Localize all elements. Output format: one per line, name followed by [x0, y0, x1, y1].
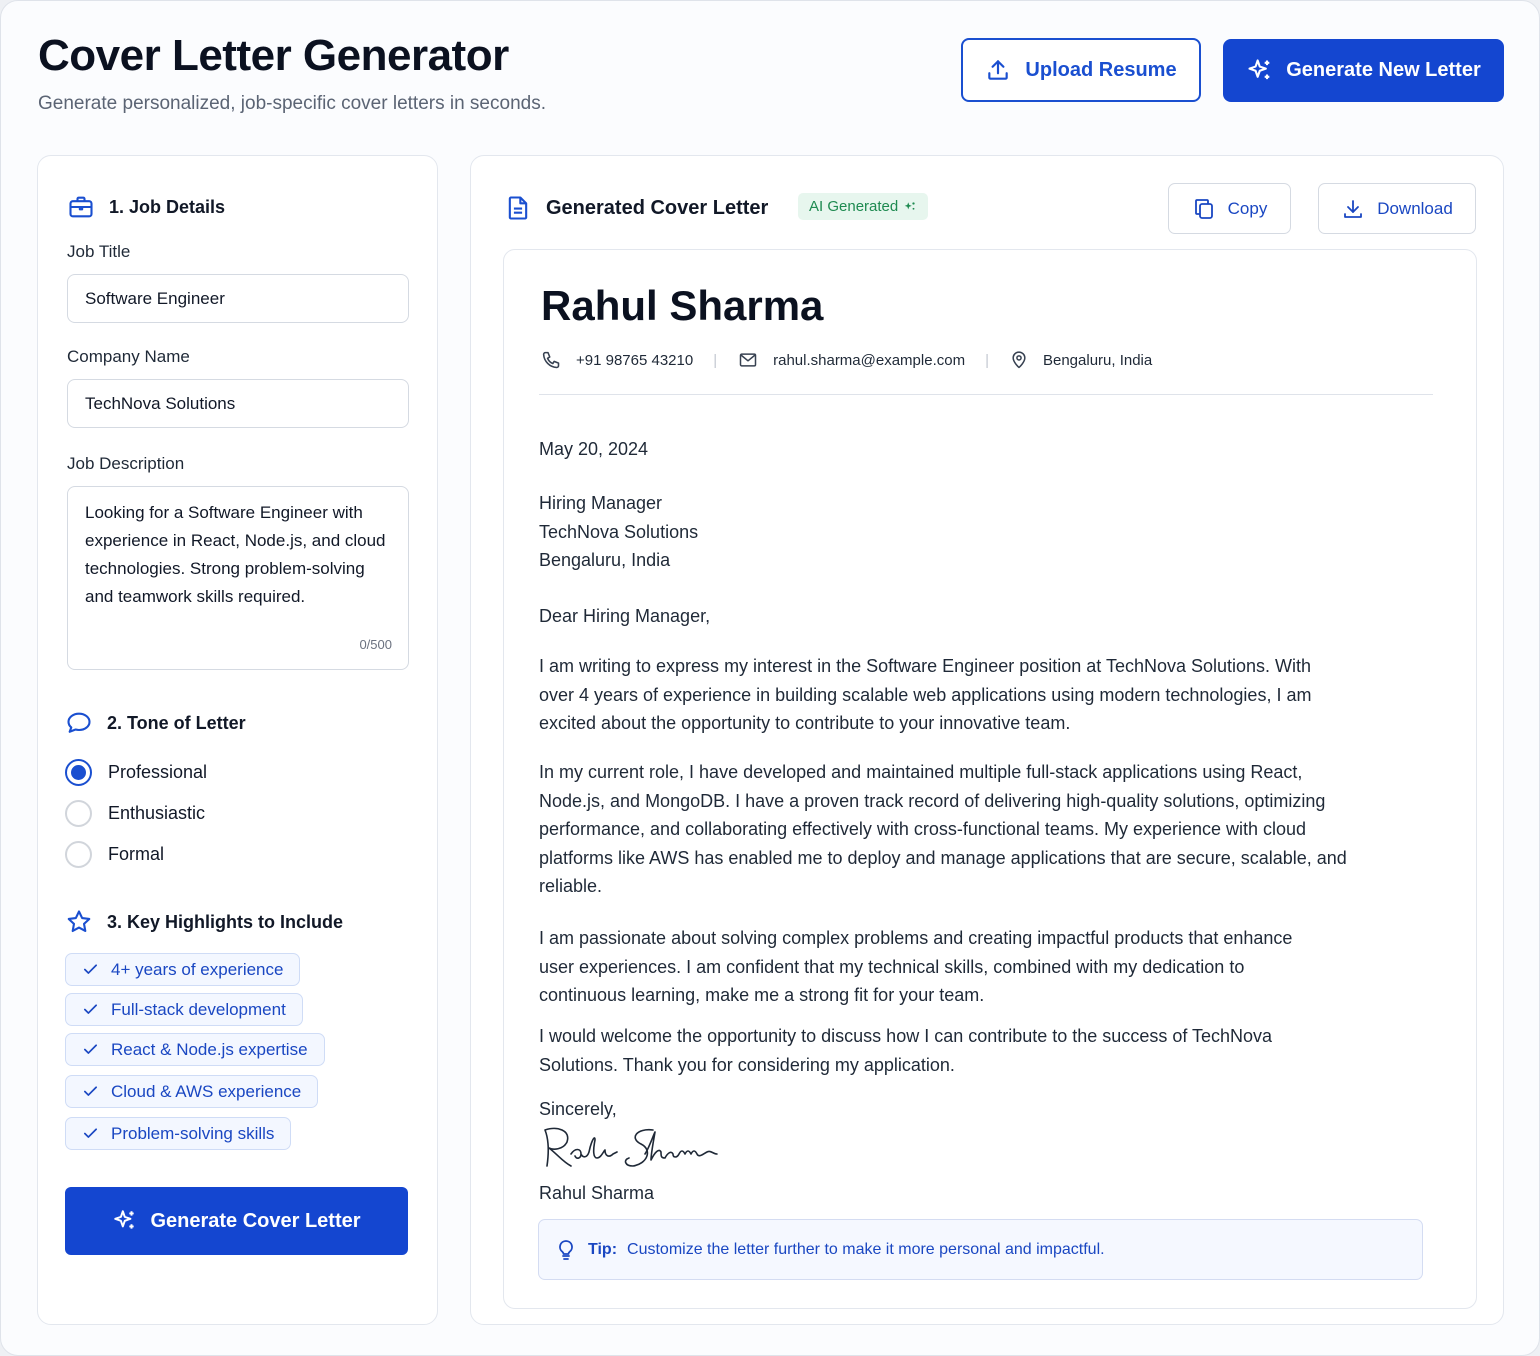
recipient-line: TechNova Solutions [539, 522, 699, 542]
sparkle-icon [1246, 57, 1274, 85]
signature [537, 1120, 727, 1176]
character-counter: 0/500 [359, 637, 392, 652]
highlights-title: 3. Key Highlights to Include [107, 911, 344, 932]
check-icon [82, 961, 99, 978]
output-header [504, 193, 768, 223]
download-button[interactable] [1318, 183, 1476, 234]
email-text: rahul.sharma@example.com [773, 351, 966, 369]
sparkle-icon [112, 1208, 138, 1234]
tone-option-label: Enthusiastic [108, 803, 206, 823]
highlight-label: Problem-solving skills [111, 1123, 275, 1143]
letter-name: Rahul Sharma [541, 282, 824, 329]
job-title-input[interactable]: Software Engineer [67, 274, 409, 323]
check-icon [82, 1125, 99, 1142]
generate-cover-letter-label: Generate Cover Letter [150, 1209, 361, 1232]
upload-resume-button[interactable] [961, 38, 1201, 102]
letter-document [503, 249, 1477, 1309]
tone-option-label: Formal [108, 844, 165, 864]
check-icon [82, 1083, 99, 1100]
company-name-input[interactable]: TechNova Solutions [67, 379, 409, 428]
contact-email [737, 350, 965, 370]
highlights-header [65, 908, 343, 936]
job-description-label: Job Description [67, 454, 185, 473]
download-icon [1341, 197, 1365, 221]
highlight-chip[interactable] [65, 993, 303, 1026]
tone-option-professional[interactable] [65, 759, 207, 786]
copy-button[interactable] [1168, 183, 1291, 234]
letter-paragraph: I am passionate about solving complex problems and creating impactful products that enhance user experiences. I am confident that my technical skills, combined with my dedication to continuous learning, make me a strong fit for your team. [539, 928, 1293, 1005]
job-details-header [67, 193, 225, 221]
radio-selected[interactable] [65, 759, 92, 786]
tip-text: Customize the letter further to make it more personal and impactful. [627, 1240, 1105, 1258]
tone-option-enthusiastic[interactable] [65, 800, 205, 827]
highlight-chip[interactable] [65, 1117, 291, 1150]
highlight-label: React & Node.js expertise [111, 1039, 308, 1059]
page-subtitle: Generate personalized, job-specific cover letters in seconds. [38, 93, 546, 114]
page-title: Cover Letter Generator [38, 31, 509, 80]
tip-banner [538, 1219, 1423, 1280]
job-details-title: 1. Job Details [109, 196, 226, 217]
job-description-text: Looking for a Software Engineer with experience in React, Node.js, and cloud technologies. Strong problem-solving and teamwork skills required. [85, 503, 386, 606]
job-description-textarea[interactable] [67, 486, 409, 670]
chat-bubble-icon [65, 709, 93, 737]
recipient-line: Hiring Manager [539, 493, 663, 513]
letter-paragraph: In my current role, I have developed and maintained multiple full-stack applications using React, Node.js, and MongoDB. I have a proven track record of delivering high-quality solutions, optimizing performance, and collaborating effectively with cross-functional teams. My experience with cloud platforms like AWS has enabled me to deploy and manage applications that are secure, scalable, and reliable. [539, 762, 1347, 896]
document-icon [504, 193, 532, 223]
copy-icon [1192, 197, 1216, 221]
signoff-name: Rahul Sharma [539, 1183, 655, 1203]
letter-closing: Sincerely, [539, 1099, 617, 1119]
tone-title: 2. Tone of Letter [107, 712, 246, 733]
tone-option-formal[interactable] [65, 841, 164, 868]
ai-badge-label: AI Generated [809, 198, 899, 215]
radio-unselected[interactable] [65, 841, 92, 868]
letter-paragraph: I am writing to express my interest in the Software Engineer position at TechNova Solutions. With over 4 years of experience in building scalable web applications using modern technologies, I am excited about the opportunity to contribute to your innovative team. [539, 656, 1312, 733]
phone-text: +91 98765 43210 [576, 351, 694, 369]
output-title: Generated Cover Letter [546, 196, 769, 219]
tone-header [65, 709, 246, 737]
upload-icon [985, 57, 1011, 83]
contact-row [541, 349, 1152, 371]
separator: | [985, 351, 989, 369]
highlight-label: Cloud & AWS experience [111, 1081, 302, 1101]
recipient-line: Bengaluru, India [539, 550, 671, 570]
highlight-label: 4+ years of experience [111, 959, 284, 979]
divider [539, 394, 1433, 395]
upload-resume-label: Upload Resume [1025, 58, 1177, 81]
contact-location [1009, 349, 1152, 371]
mail-icon [737, 350, 759, 370]
radio-unselected[interactable] [65, 800, 92, 827]
briefcase-icon [67, 193, 95, 221]
letter-salutation: Dear Hiring Manager, [539, 606, 711, 626]
location-pin-icon [1009, 349, 1029, 371]
letter-paragraph: I would welcome the opportunity to discuss how I can contribute to the success of TechNova Solutions. Thank you for considering my application. [539, 1026, 1273, 1075]
separator: | [713, 351, 718, 369]
tip-label: Tip: [588, 1240, 618, 1258]
check-icon [82, 1001, 99, 1018]
check-icon [82, 1041, 99, 1058]
copy-label: Copy [1227, 198, 1268, 218]
lightbulb-icon [554, 1237, 578, 1263]
generate-cover-letter-button[interactable] [65, 1187, 408, 1255]
download-label: Download [1377, 198, 1453, 218]
phone-icon [541, 350, 562, 371]
highlight-label: Full-stack development [111, 999, 286, 1019]
sparkle-icon [903, 200, 917, 214]
contact-phone [541, 350, 693, 371]
letter-date: May 20, 2024 [539, 439, 649, 459]
highlight-chip[interactable] [65, 1033, 325, 1066]
job-title-label: Job Title [67, 242, 131, 261]
generate-new-letter-label: Generate New Letter [1286, 59, 1481, 81]
output-panel [470, 155, 1504, 1325]
job-form-panel [37, 155, 438, 1325]
tone-option-label: Professional [108, 762, 208, 782]
generate-new-letter-button[interactable] [1223, 39, 1504, 102]
highlight-chip[interactable] [65, 953, 300, 986]
ai-generated-badge [798, 193, 928, 220]
highlight-chip[interactable] [65, 1075, 318, 1108]
company-name-label: Company Name [67, 347, 190, 366]
location-text: Bengaluru, India [1042, 351, 1153, 369]
star-icon [65, 908, 93, 936]
